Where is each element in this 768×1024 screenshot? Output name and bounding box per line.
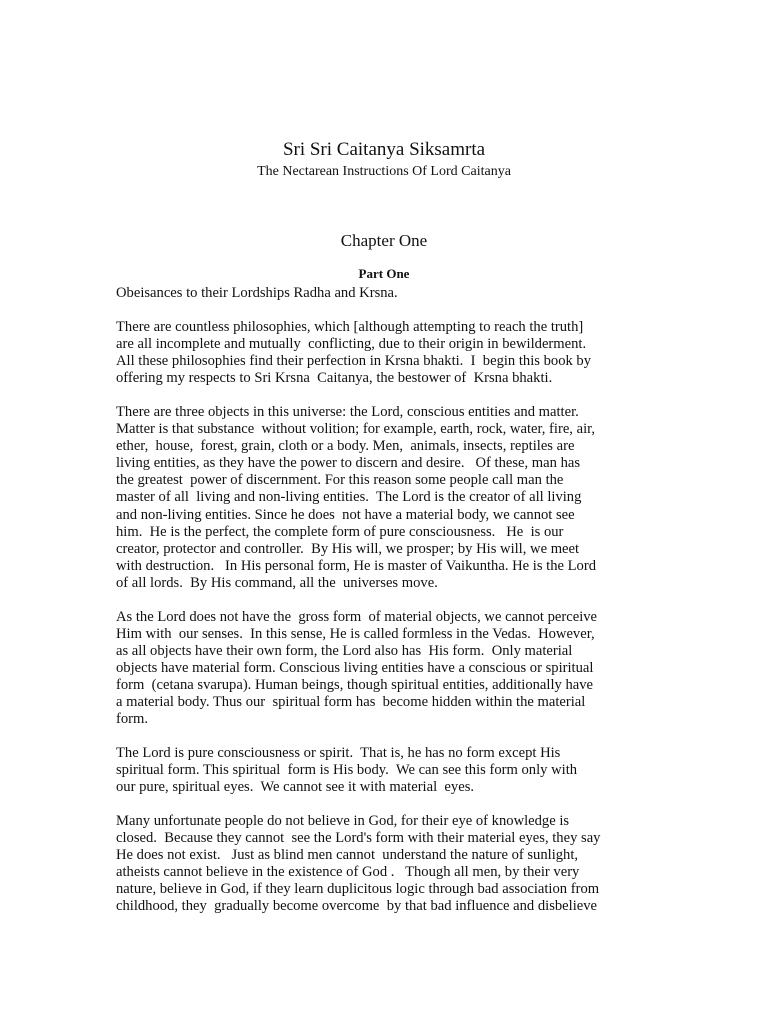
paragraph [116, 745, 656, 796]
text-line: offering my respects to Sri Krsna Caitanya, the bestower of Krsna bhakti. [116, 370, 553, 387]
text-line: childhood, they gradually become overcome by that bad influence and disbelieve [116, 898, 598, 915]
book-subtitle: The Nectarean Instructions Of Lord Caitanya [257, 164, 511, 179]
text-line: Many unfortunate people do not believe in God, for their eye of knowledge is [116, 813, 570, 830]
text-line: Him with our senses. In this sense, He is called formless in the Vedas. However, [116, 625, 595, 642]
book-title: Sri Sri Caitanya Siksamrta [282, 139, 486, 160]
text-line: a material body. Thus our spiritual form has become hidden within the material [116, 693, 586, 710]
text-line: him. He is the perfect, the complete form of pure consciousness. He is our [116, 523, 564, 540]
text-line: All these philosophies find their perfection in Krsna bhakti. I begin this book by [116, 353, 592, 370]
text-line: our pure, spiritual eyes. We cannot see it with material eyes. [116, 779, 475, 796]
text-line: living entities, as they have the power to discern and desire. Of these, man has [116, 455, 581, 472]
text-line: as all objects have their own form, the Lord also has His form. Only material [116, 642, 573, 659]
text-line: master of all living and non-living entities. The Lord is the creator of all living [116, 489, 582, 506]
text-line: and non-living entities. Since he does not have a material body, we cannot see [116, 506, 575, 523]
text-line: spiritual form. This spiritual form is His body. We can see this form only with [116, 762, 578, 779]
text-line: There are countless philosophies, which [although attempting to reach the truth] [116, 319, 584, 336]
paragraph [116, 285, 656, 302]
paragraph [116, 813, 656, 915]
paragraph [116, 319, 656, 387]
text-line: creator, protector and controller. By His will, we prosper; by His will, we meet [116, 540, 580, 557]
text-line: are all incomplete and mutually conflicting, due to their origin in bewilderment. [116, 336, 587, 353]
text-line: nature, believe in God, if they learn duplicitous logic through bad association from [116, 881, 600, 898]
body-text [116, 285, 656, 933]
text-line: The Lord is pure consciousness or spirit. That is, he has no form except His [116, 745, 561, 762]
part-heading: Part One [358, 266, 410, 281]
text-line: Obeisances to their Lordships Radha and Krsna. [116, 285, 398, 301]
text-line: As the Lord does not have the gross form of material objects, we cannot perceive [116, 608, 598, 625]
text-line: of all lords. By His command, all the universes move. [116, 574, 438, 591]
text-line: closed. Because they cannot see the Lord's form with their material eyes, they say [116, 830, 601, 847]
text-line: objects have material form. Conscious living entities have a conscious or spiritual [116, 659, 594, 676]
text-line: Matter is that substance without volition; for example, earth, rock, water, fire, air, [116, 421, 596, 438]
text-line: atheists cannot believe in the existence of God . Though all men, by their very [116, 864, 580, 881]
text-line: form (cetana svarupa). Human beings, though spiritual entities, additionally have [116, 676, 594, 693]
text-line: the greatest power of discernment. For this reason some people call man the [116, 472, 564, 489]
text-line: form. [116, 711, 149, 728]
paragraph [116, 609, 656, 728]
text-line: ether, house, forest, grain, cloth or a body. Men, animals, insects, reptiles are [116, 438, 575, 455]
text-line: with destruction. In His personal form, He is master of Vaikuntha. He is the Lord [116, 557, 597, 574]
text-line: He does not exist. Just as blind men cannot understand the nature of sunlight, [116, 847, 579, 864]
chapter-heading: Chapter One [340, 231, 428, 250]
paragraph [116, 404, 656, 592]
text-line: There are three objects in this universe: the Lord, conscious entities and matter. [116, 404, 579, 421]
